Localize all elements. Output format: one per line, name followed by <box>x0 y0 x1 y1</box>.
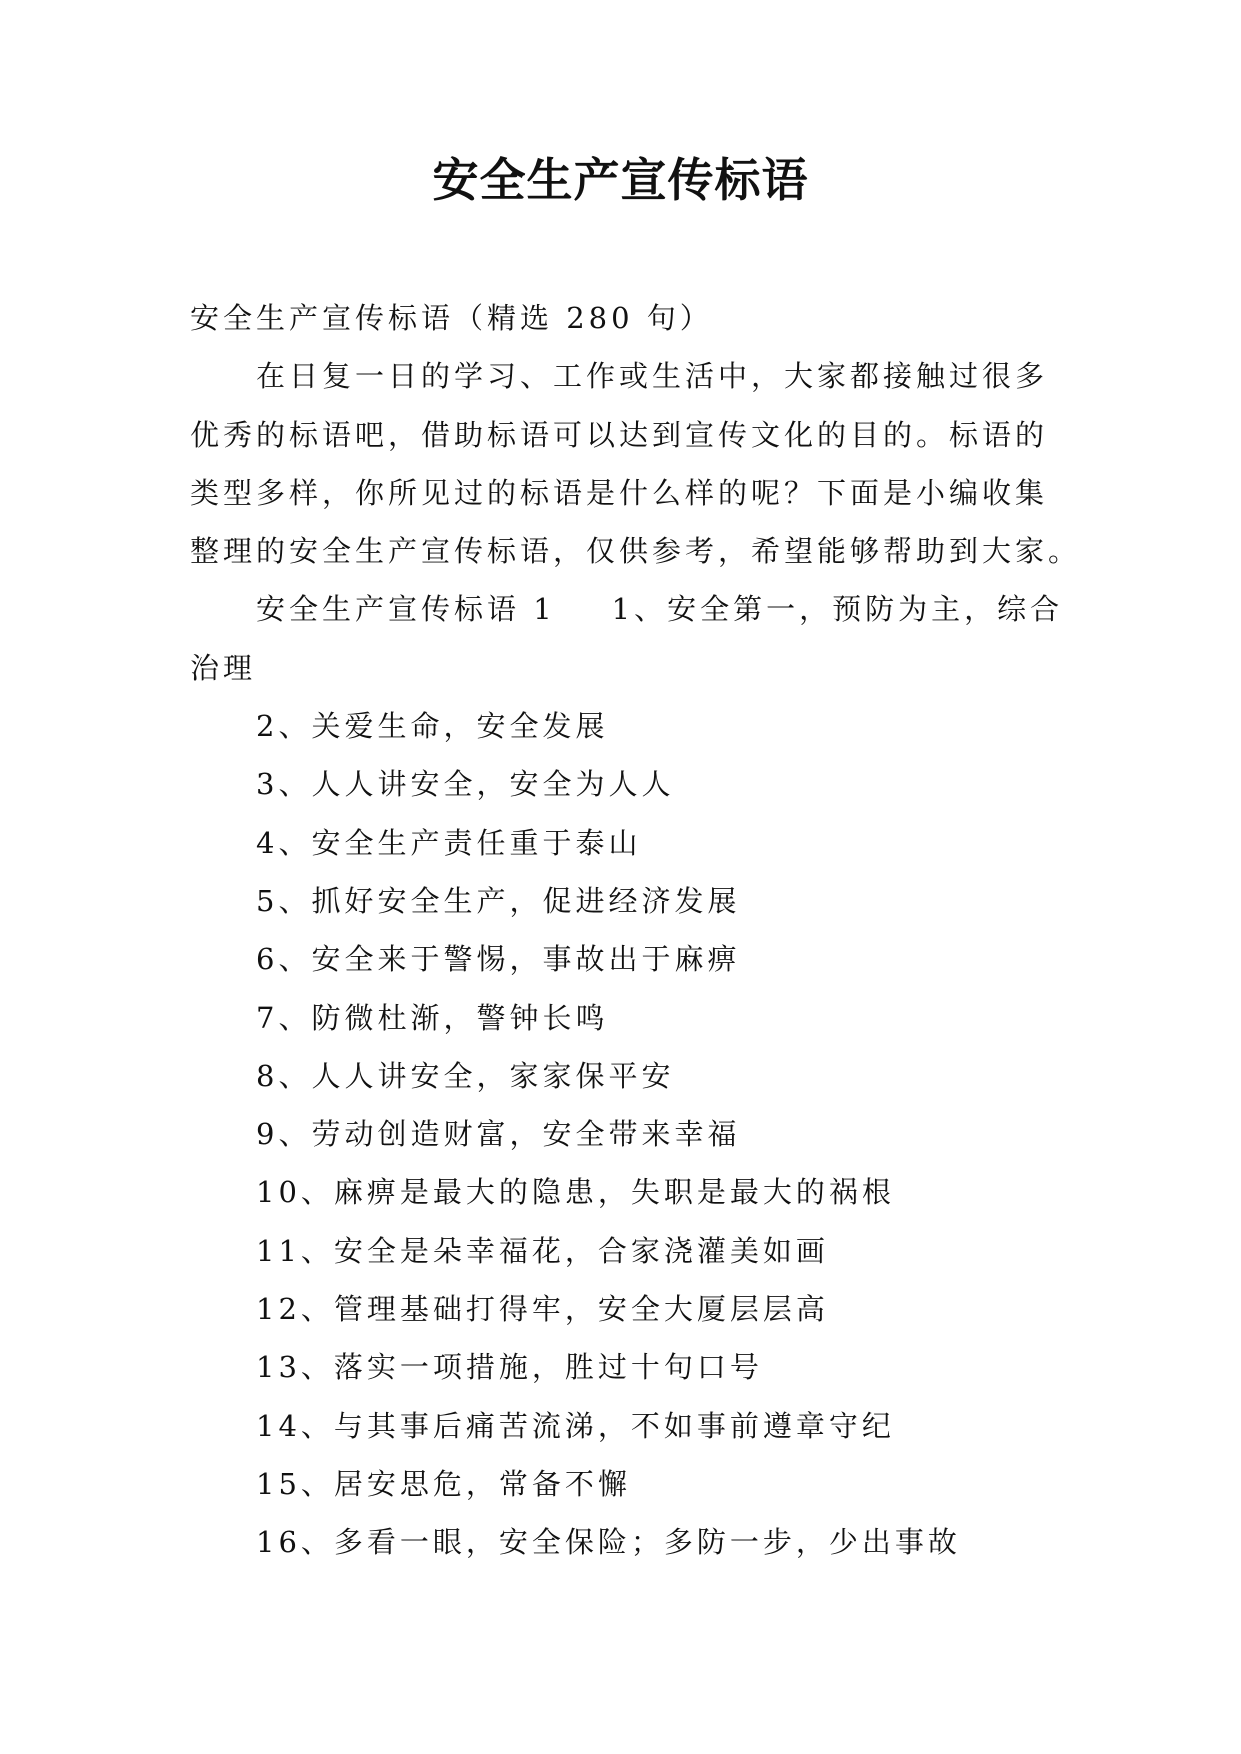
list-item: 9、劳动创造财富，安全带来幸福 <box>256 1117 741 1152</box>
list-item: 14、与其事后痛苦流涕，不如事前遵章守纪 <box>256 1408 895 1443</box>
list-item: 13、落实一项措施，胜过十句口号 <box>256 1350 763 1385</box>
intro-line-2: 优秀的标语吧，借助标语可以达到宣传文化的目的。标语的 <box>190 417 1049 452</box>
document-title: 安全生产宣传标语 <box>432 153 809 207</box>
list-item: 2、关爱生命，安全发展 <box>256 709 609 744</box>
section-heading: 安全生产宣传标语 1 <box>256 592 556 627</box>
document-body <box>190 289 1082 1572</box>
list-item: 5、抓好安全生产，促进经济发展 <box>256 883 741 918</box>
list-item: 16、多看一眼，安全保险；多防一步，少出事故 <box>256 1525 961 1560</box>
list-item: 6、安全来于警惕，事故出于麻痹 <box>256 942 741 977</box>
list-item: 15、居安思危，常备不懈 <box>256 1466 631 1501</box>
list-item: 10、麻痹是最大的隐患，失职是最大的祸根 <box>256 1175 895 1210</box>
intro-line-3: 类型多样，你所见过的标语是什么样的呢？下面是小编收集 <box>190 475 1049 510</box>
list-item: 3、人人讲安全，安全为人人 <box>256 767 675 802</box>
list-item-1-part2: 治理 <box>190 650 257 685</box>
section-heading-line <box>190 580 1064 638</box>
list-item: 7、防微杜渐，警钟长鸣 <box>256 1000 609 1035</box>
subtitle: 安全生产宣传标语（精选 280 句） <box>190 301 713 335</box>
list-item: 4、安全生产责任重于泰山 <box>256 825 642 860</box>
list-item-1-part1: 1、安全第一，预防为主，综合 <box>611 592 1064 627</box>
intro-line-4: 整理的安全生产宣传标语，仅供参考，希望能够帮助到大家。 <box>190 534 1082 569</box>
list-item: 11、安全是朵幸福花，合家浇灌美如画 <box>256 1233 829 1268</box>
list-item: 12、管理基础打得牢，安全大厦层层高 <box>256 1292 829 1327</box>
list-item: 8、人人讲安全，家家保平安 <box>256 1058 675 1093</box>
intro-line-1: 在日复一日的学习、工作或生活中，大家都接触过很多 <box>256 359 1049 394</box>
